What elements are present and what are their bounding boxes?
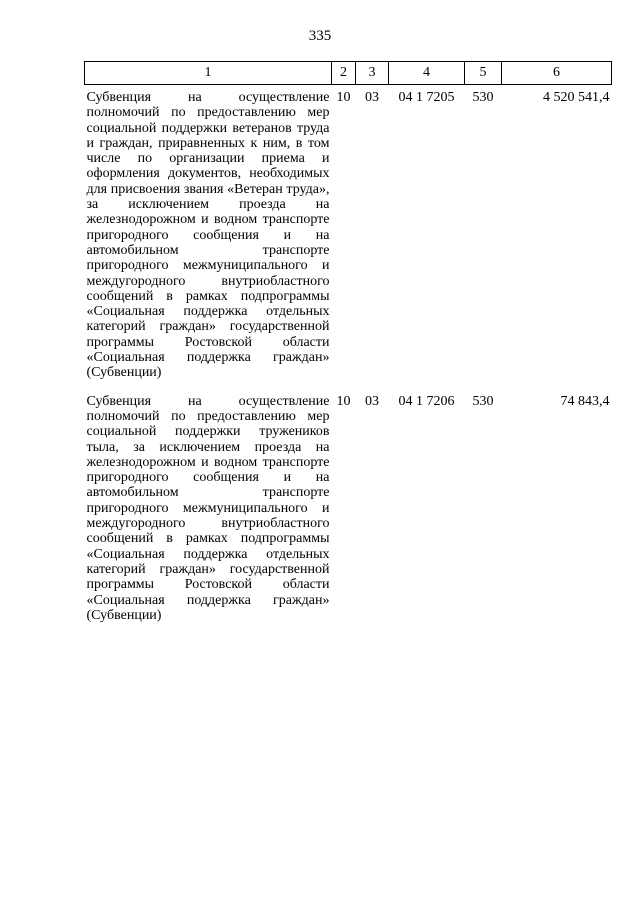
table-row xyxy=(85,85,612,389)
row-amount: 74 843,4 xyxy=(560,393,610,409)
column-header-1: 1 xyxy=(85,62,332,85)
column-header-4: 4 xyxy=(389,62,465,85)
column-header-5: 5 xyxy=(465,62,502,85)
row-section-code: 10 xyxy=(336,393,351,409)
column-header-3: 3 xyxy=(356,62,389,85)
page-number: 335 xyxy=(308,28,332,44)
row-description: Субвенция на осуществление полномочий по предоставлению мер социальной поддержки ветеранов труда и граждан, приравненных к ним, в том числе по организации приема и оформления документов, необходимых для присвоения звания «Ветеран труда», за исключением проезда на железнодорожном и водном транспорте пригородного сообщения и на автомобильном транспорте пригородного межмуниципального и междугородного внутриобластного сообщений в рамках подпрограммы «Социальная поддержка отдельных категорий граждан» государственной программы Ростовской области «Социальная поддержка граждан» (Субвенции) xyxy=(86,90,330,381)
column-header-6: 6 xyxy=(502,62,612,85)
row-section-code: 10 xyxy=(336,90,351,105)
table-row xyxy=(85,389,612,631)
row-amount: 4 520 541,4 xyxy=(543,90,610,105)
column-header-2: 2 xyxy=(332,62,356,85)
row-expense-type-code: 530 xyxy=(472,393,494,409)
row-subsection-code: 03 xyxy=(365,393,379,409)
row-expense-type-code: 530 xyxy=(472,90,494,105)
budget-table xyxy=(84,61,612,631)
row-target-article-code: 04 1 7206 xyxy=(398,393,455,409)
row-subsection-code: 03 xyxy=(365,90,379,105)
row-description: Субвенция на осуществление полномочий по предоставлению мер социальной поддержки тружеников тыла, за исключением проезда на железнодорожном и водном транспорте пригородного сообщения и на автомобильном транспорте пригородного межмуниципального и междугородного внутриобластного сообщений в рамках подпрограммы «Социальная поддержка отдельных категорий граждан» государственной программы Ростовской области «Социальная поддержка граждан» (Субвенции) xyxy=(86,393,330,623)
table-header-row xyxy=(85,62,612,85)
row-target-article-code: 04 1 7205 xyxy=(398,90,455,105)
